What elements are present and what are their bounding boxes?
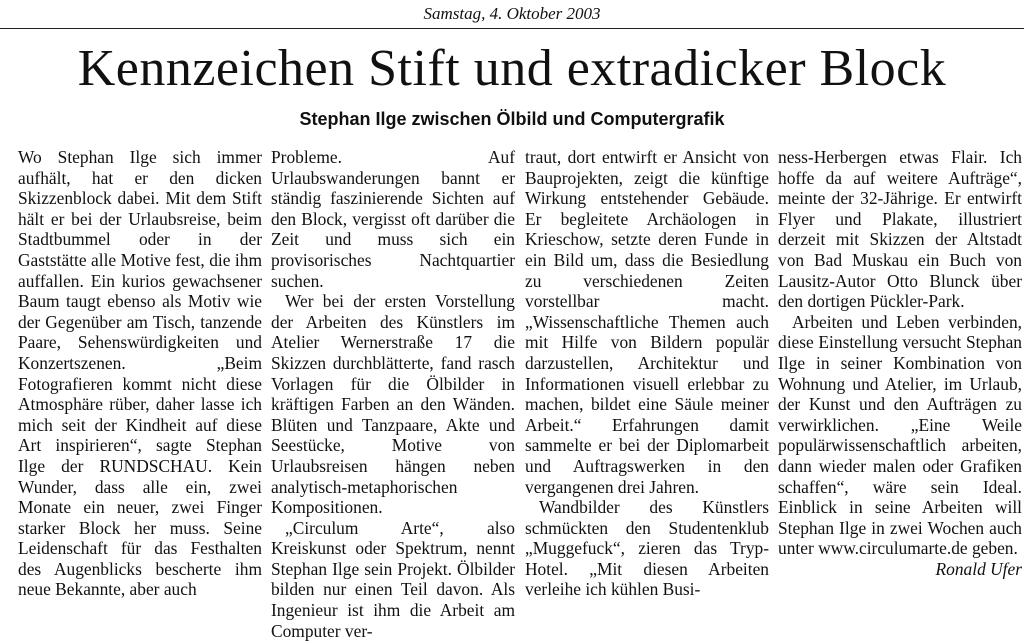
article-column-2 — [271, 147, 515, 641]
paragraph: Probleme. Auf Urlaubswanderungen bannt er ständig faszinierende Sichten auf den Block, vergisst oft darüber die Zeit und muss sich ein provisorisches Nachtquartier suchen. — [271, 147, 515, 291]
paragraph: traut, dort entwirft er Ansicht von Bauprojekten, zeigt die künftige Wirkung entstehender Gebäude. Er begleitete Archäologen in Krieschow, setzte deren Funde in ein Bild um, dass die Besiedlung zu verschiedenen Zeiten vorstellbar macht. „Wissenschaftliche Themen auch mit Hilfe von Bildern populär darzustellen, Architektur und Informationen visuell erlebbar zu machen, bildet eine Säule meiner Arbeit.“ Erfahrungen damit sammelte er bei der Diplomarbeit und Auftragswerken in den vergangenen drei Jahren. — [525, 147, 769, 497]
paragraph: Wo Stephan Ilge sich immer aufhält, hat er den dicken Skizzenblock dabei. Mit dem Stift hält er bei der Urlaubsreise, beim Stadtbummel oder in der Gaststätte alle Motive fest, die ihm auffallen. Ein kurios gewachsener Baum taugt ebenso als Motiv wie der Gegenüber am Tisch, tanzende Paare, Sehenswürdigkeiten und Konzertszenen. „Beim Fotografieren kommt nicht diese Atmosphäre rüber, daher lasse ich mich seit der Kindheit auf diese Art inspirieren“, sagte Stephan Ilge der RUNDSCHAU. Kein Wunder, dass alle ein, zwei Monate ein neuer, zwei Finger starker Block her muss. Seine Leidenschaft für das Festhalten des Augenblicks bescherte ihm neue Bekannte, aber auch — [18, 147, 262, 600]
paragraph: ness-Herbergen etwas Flair. Ich hoffe da auf weitere Aufträge“, meinte der 32-Jährige. Er entwirft Flyer und Plakate, illustriert derzeit mit Skizzen der Altstadt von Bad Muskau ein Buch von Lausitz-Autor Otto Blunck über den dortigen Pückler-Park. — [778, 147, 1022, 312]
headline: Kennzeichen Stift und extradicker Block — [77, 40, 947, 97]
author-byline: Ronald Ufer — [935, 558, 1022, 579]
paragraph — [778, 311, 1022, 579]
paragraph: „Circulum Arte“, also Kreiskunst oder Spektrum, nennt Stephan Ilge sein Projekt. Ölbilder bilden nur einen Teil davon. Als Ingenieur ist ihm die Arbeit am Computer ver- — [271, 517, 515, 641]
header-rule — [0, 28, 1024, 29]
publication-date: Samstag, 4. Oktober 2003 — [423, 4, 601, 23]
article-column-3 — [525, 147, 769, 600]
paragraph-text: Arbeiten und Leben verbinden, diese Einstellung versucht Stephan Ilge in seiner Kombination von Wohnung und Atelier, im Urlaub, der Kunst und den Aufträgen zu verwirklichen. „Eine Weile populärwissenschaftlich arbeiten, dann wieder malen oder Grafiken schaffen“, wäre sein Ideal. Einblick in seine Arbeiten will Stephan Ilge in zwei Wochen auch unter www.circulumarte.de geben. — [778, 311, 1022, 559]
article-column-1 — [18, 147, 262, 600]
subheadline: Stephan Ilge zwischen Ölbild und Computergrafik — [299, 109, 725, 129]
article-column-4 — [778, 147, 1022, 579]
paragraph: Wer bei der ersten Vorstellung der Arbeiten des Künstlers im Atelier Wernerstraße 17 die Skizzen durchblätterte, fand rasch Vorlagen für die Ölbilder in kräftigen Farben an den Wänden. Blüten und Tanzpaare, Akte und Seestücke, Motive von Urlaubsreisen hängen neben analytisch-metaphorischen Kompositionen. — [271, 291, 515, 518]
paragraph: Wandbilder des Künstlers schmückten den Studentenklub „Muggefuck“, zieren das Tryp-Hotel. „Mit diesen Arbeiten verleihe ich kühlen Busi- — [525, 497, 769, 600]
